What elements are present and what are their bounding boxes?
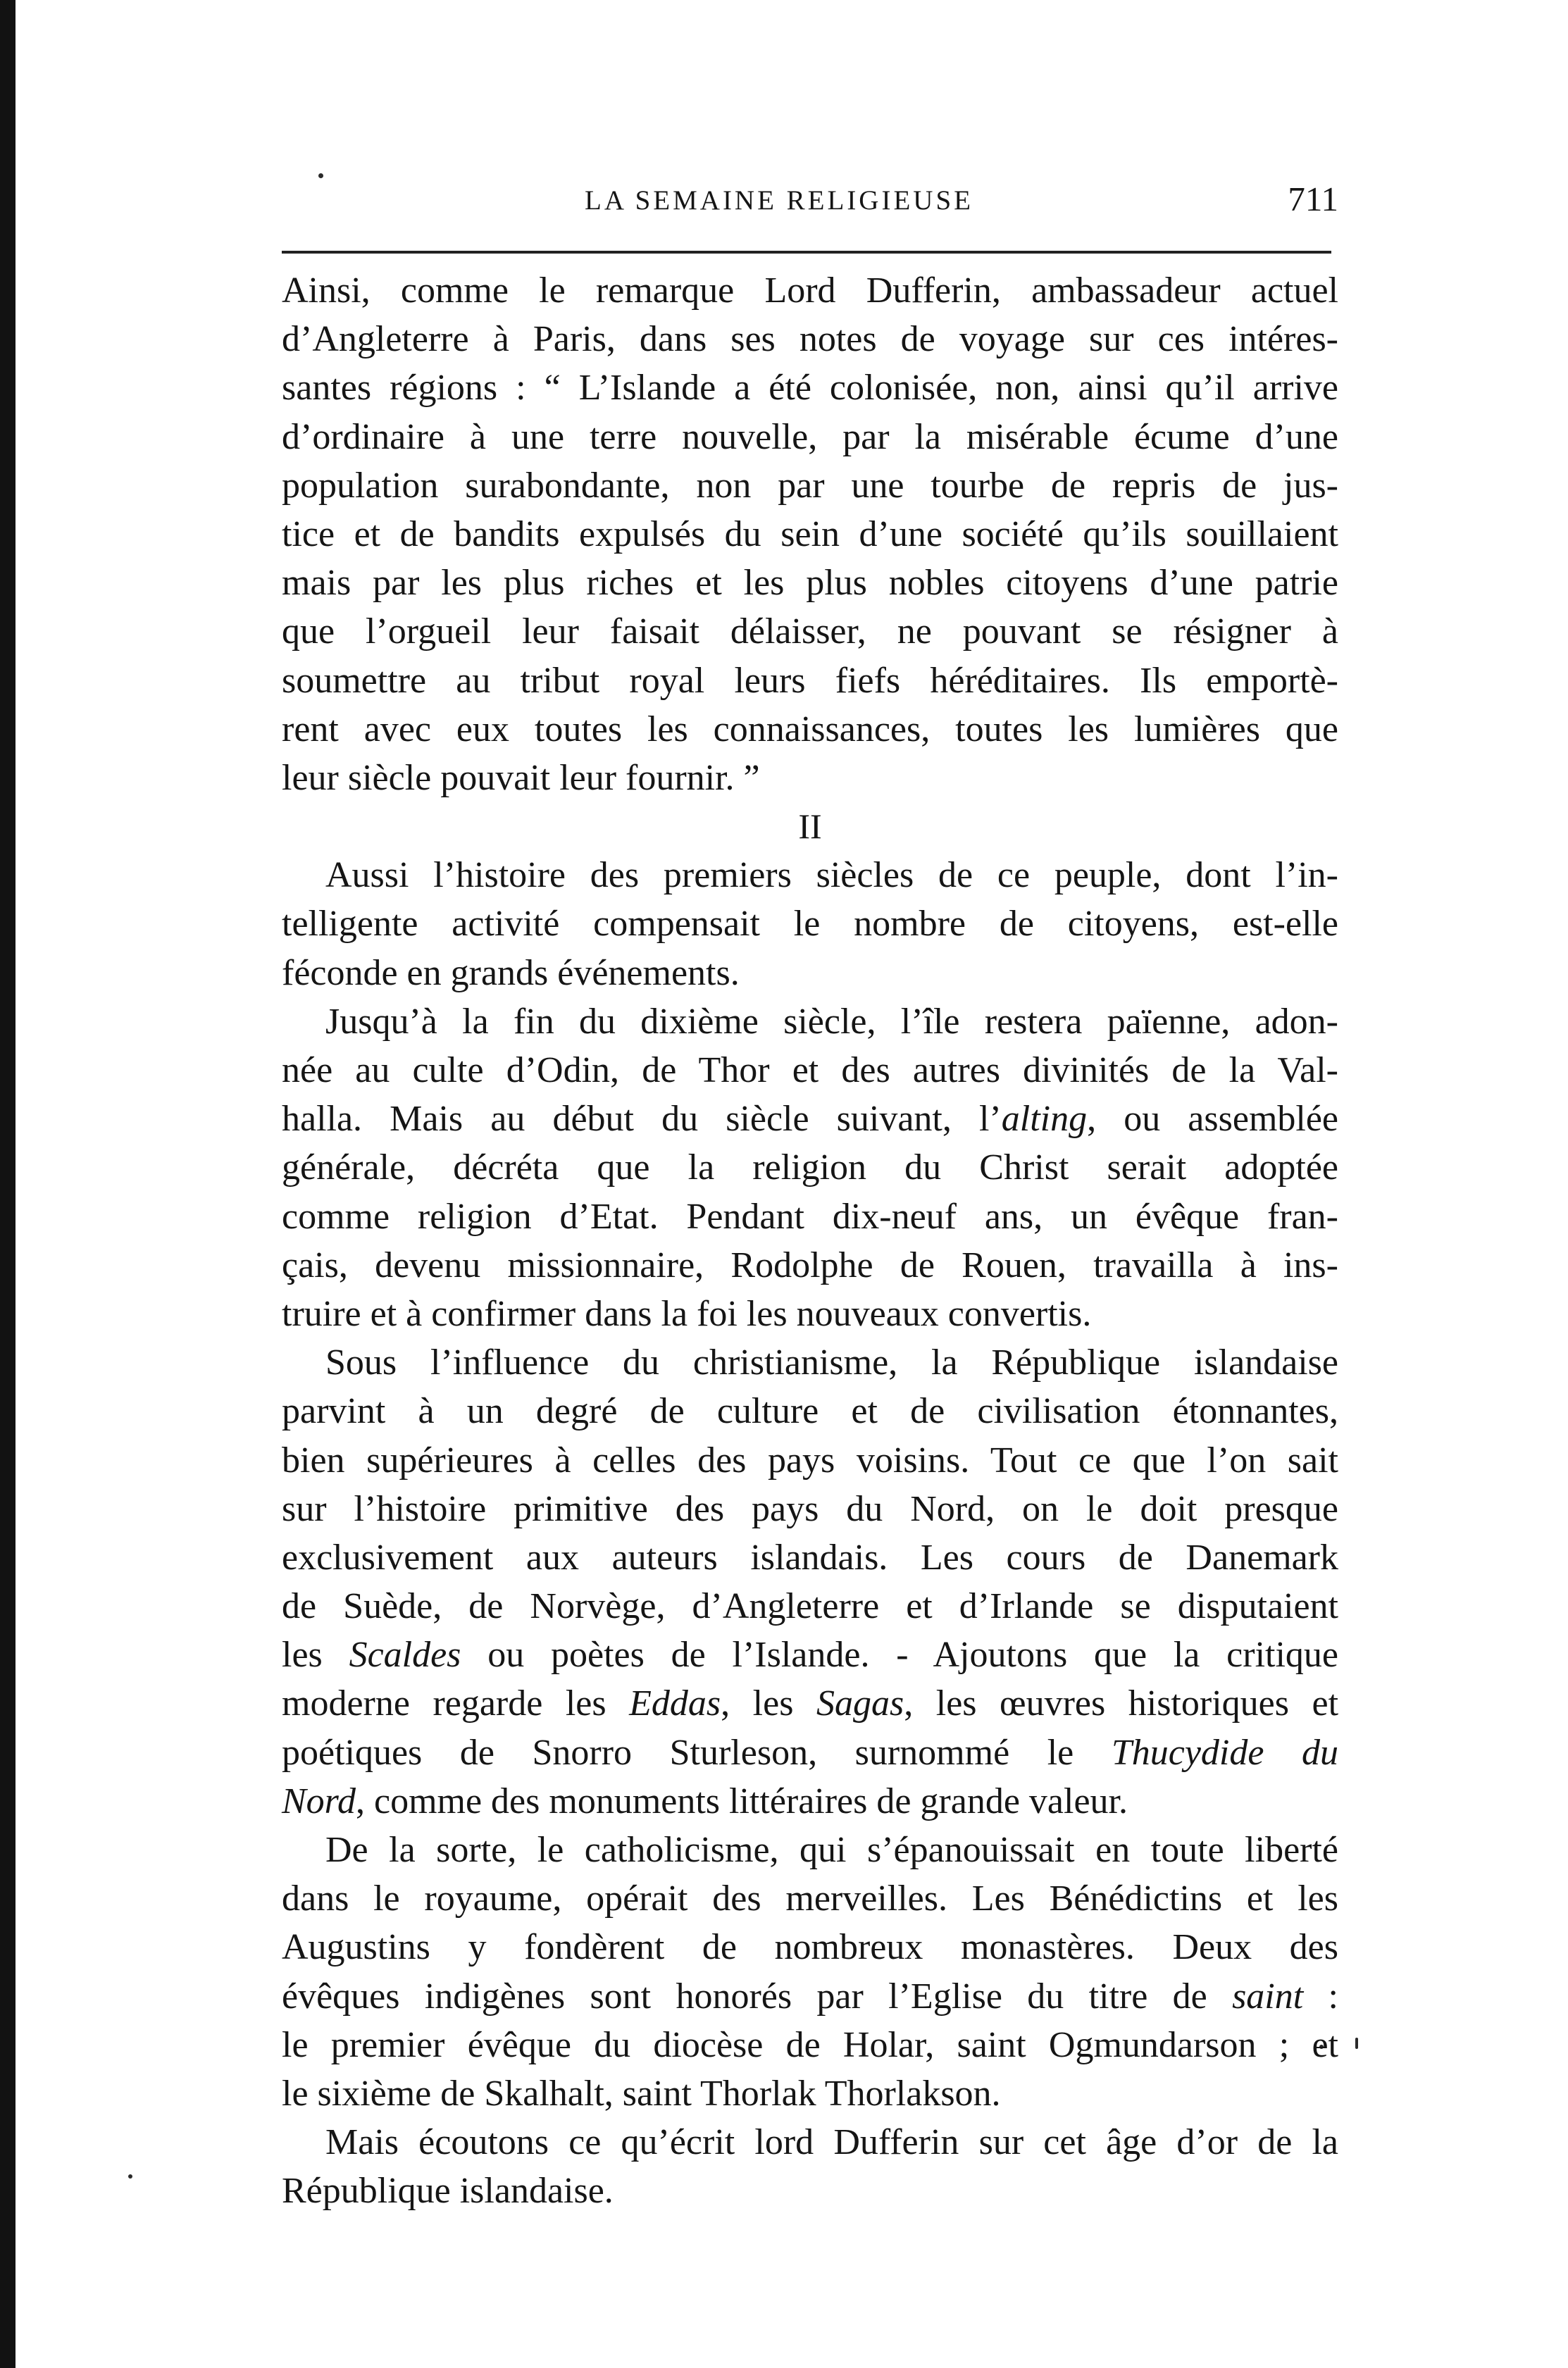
scan-speck (318, 173, 323, 178)
text-line: République islandaise. (282, 2171, 614, 2212)
text-line: parvint à un degré de culture et de civilisation étonnantes, (282, 1391, 1338, 1432)
text-line: truire et à confirmer dans la foi les nouveaux convertis. (282, 1293, 1092, 1334)
text-line: rent avec eux toutes les connaissances, toutes les lumières que (282, 709, 1338, 749)
text-line: leur siècle pouvait leur fournir. ” (282, 757, 760, 798)
text-line: Aussi l’histoire des premiers siècles de ce peuple, dont l’in- (325, 855, 1338, 896)
running-header (282, 179, 1338, 235)
text-line: féconde en grands événements. (282, 952, 740, 993)
text-line: halla. Mais au début du siècle suivant, l’alting, ou assemblée (282, 1099, 1338, 1140)
text-line: générale, décréta que la religion du Christ serait adoptée (282, 1147, 1338, 1188)
text-line: soumettre au tribut royal leurs fiefs héréditaires. Ils emportè- (282, 660, 1338, 701)
text-line: Sous l’influence du christianisme, la République islandaise (325, 1342, 1338, 1383)
text-line: Jusqu’à la fin du dixième siècle, l’île restera païenne, adon- (325, 1001, 1338, 1042)
page-number: 711 (1288, 180, 1338, 218)
text-line: née au culte d’Odin, de Thor et des autres divinités de la Val- (282, 1050, 1338, 1090)
text-line: telligente activité compensait le nombre de citoyens, est-elle (282, 904, 1338, 945)
italic-term: Sagas (816, 1683, 904, 1724)
scan-speck (1355, 2038, 1358, 2049)
header-rule (282, 251, 1331, 254)
text-line: population surabondante, non par une tourbe de repris de jus- (282, 465, 1338, 506)
text-line: d’ordinaire à une terre nouvelle, par la misérable écume d’une (282, 416, 1338, 457)
text-line: exclusivement aux auteurs islandais. Les cours de Danemark (282, 1537, 1338, 1578)
text-line: santes régions : “ L’Islande a été colonisée, non, ainsi qu’il arrive (282, 368, 1338, 409)
text-line: de Suède, de Norvège, d’Angleterre et d’Irlande se disputaient (282, 1586, 1338, 1627)
text-line: le premier évêque du diocèse de Holar, saint Ogmundarson ; et (282, 2024, 1338, 2065)
italic-term: Nord (282, 1781, 356, 1821)
text-line: De la sorte, le catholicisme, qui s’épanouissait en toute liberté (325, 1830, 1338, 1870)
text-line: sur l’histoire primitive des pays du Nord, on le doit presque (282, 1488, 1338, 1529)
scanned-page-edge (0, 0, 15, 2368)
text-line: évêques indigènes sont honorés par l’Eglise du titre de saint : (282, 1976, 1338, 2017)
text-line: d’Angleterre à Paris, dans ses notes de voyage sur ces intéres- (282, 319, 1338, 360)
scan-speck (128, 2174, 132, 2179)
text-line: que l’orgueil leur faisait délaisser, ne pouvant se résigner à (282, 611, 1338, 652)
text-line: Augustins y fondèrent de nombreux monastères. Deux des (282, 1927, 1338, 1968)
text-line: mais par les plus riches et les plus nobles citoyens d’une patrie (282, 563, 1338, 604)
text-line: comme religion d’Etat. Pendant dix-neuf ans, un évêque fran- (282, 1196, 1338, 1237)
italic-term: alting (1001, 1099, 1088, 1140)
page-body-text (282, 266, 1338, 2216)
text-line: poétiques de Snorro Sturleson, surnommé le Thucydide du (282, 1732, 1339, 1773)
italic-term: saint (1232, 1976, 1304, 2017)
italic-term: Thucydide du (1111, 1732, 1339, 1773)
text-line: moderne regarde les Eddas, les Sagas, les œuvres historiques et (282, 1683, 1339, 1724)
section-heading: II (798, 806, 822, 847)
text-line: tice et de bandits expulsés du sein d’une société qu’ils souillaient (282, 513, 1338, 554)
text-line: Nord, comme des monuments littéraires de grande valeur. (282, 1781, 1128, 1821)
text-line: les Scaldes ou poètes de l’Islande. - Ajoutons que la critique (282, 1635, 1338, 1676)
text-line: le sixième de Skalhalt, saint Thorlak Thorlakson. (282, 2073, 1001, 2114)
italic-term: Eddas (629, 1683, 721, 1724)
text-line: çais, devenu missionnaire, Rodolphe de Rouen, travailla à ins- (282, 1245, 1338, 1285)
italic-term: Scaldes (349, 1635, 461, 1676)
running-title: LA SEMAINE RELIGIEUSE (585, 185, 973, 216)
text-line: Mais écoutons ce qu’écrit lord Dufferin sur cet âge d’or de la (325, 2122, 1338, 2163)
text-line: bien supérieures à celles des pays voisins. Tout ce que l’on sait (282, 1440, 1338, 1481)
text-line: dans le royaume, opérait des merveilles. Les Bénédictins et les (282, 1878, 1338, 1919)
text-line: Ainsi, comme le remarque Lord Dufferin, ambassadeur actuel (282, 270, 1338, 311)
